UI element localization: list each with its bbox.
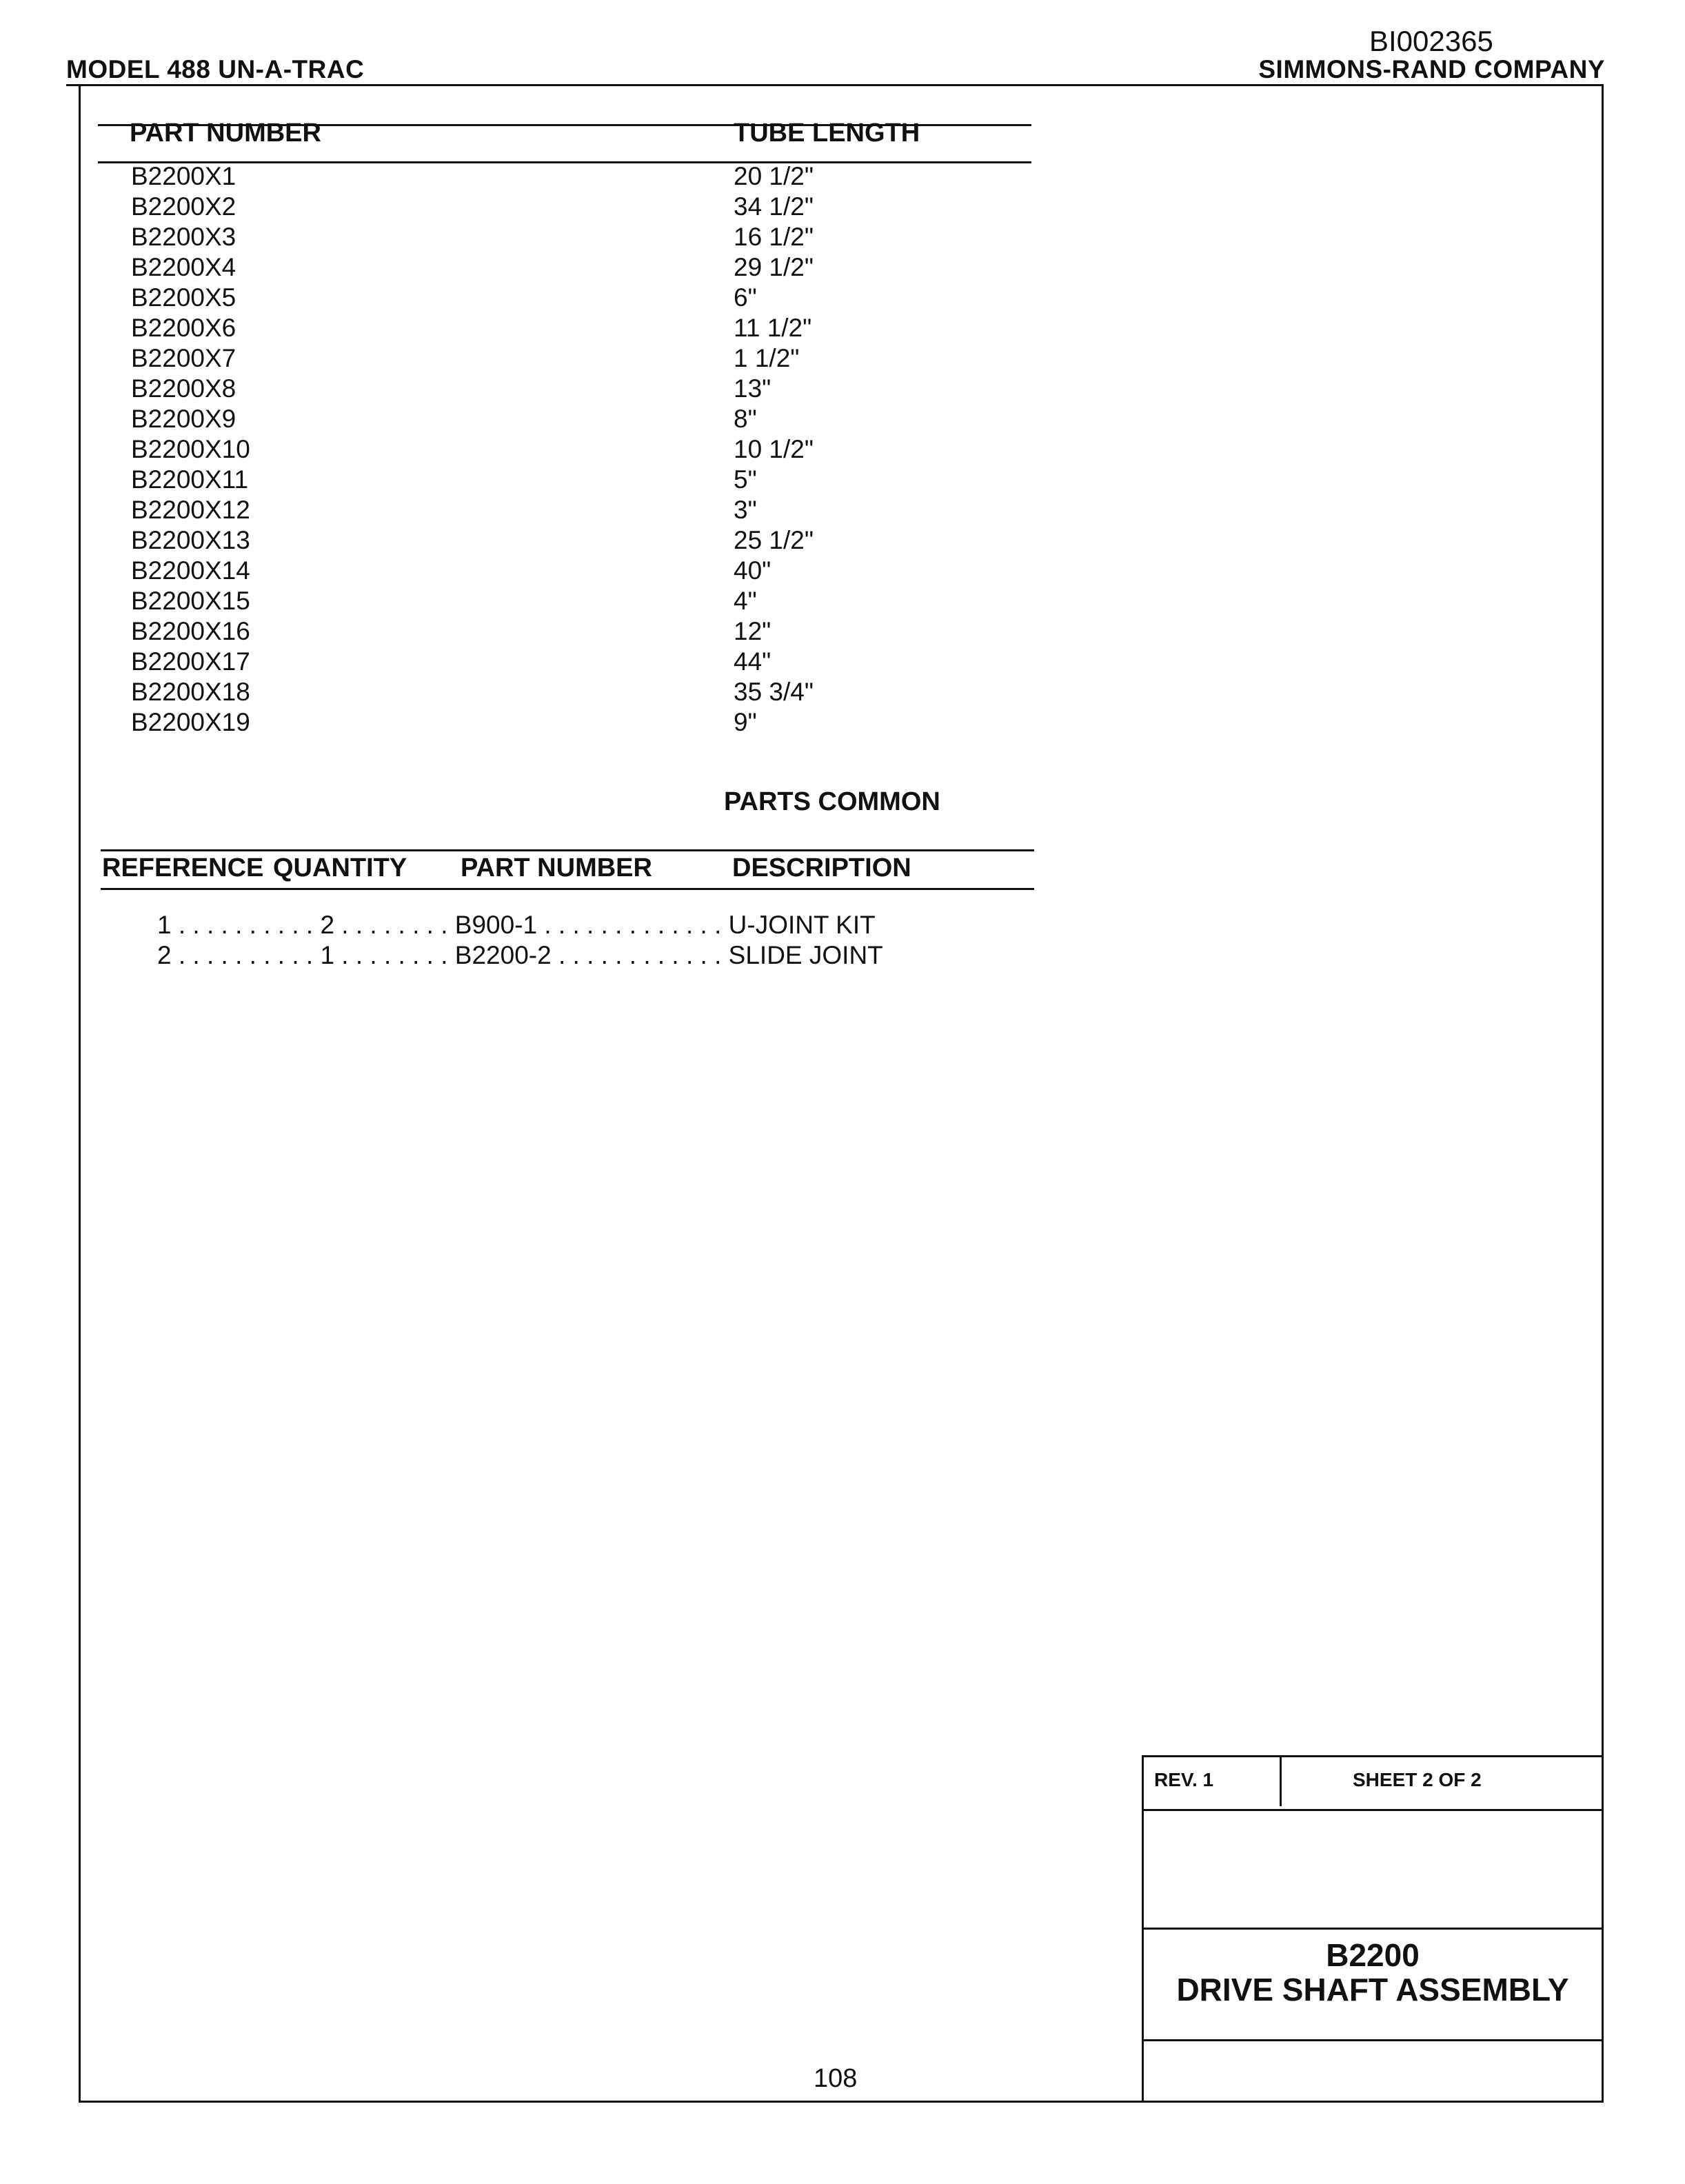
tube-part-cell: B2200X7 [131, 344, 236, 372]
tube-length-cell: 35 3/4" [734, 678, 814, 706]
tube-part-cell: B2200X2 [131, 192, 236, 221]
title-block-rule-2 [1142, 1928, 1604, 1930]
tube-part-cell: B2200X14 [131, 556, 250, 585]
page-number: 108 [814, 2064, 858, 2093]
tube-part-cell: B2200X4 [131, 253, 236, 281]
col-quantity-header: QUANTITY [273, 853, 407, 882]
tube-length-cell: 20 1/2" [734, 162, 814, 190]
parts-common-row: 2 . . . . . . . . . . 1 . . . . . . . . B2200-2 . . . . . . . . . . . . SLIDE JOINT [157, 941, 883, 969]
tube-length-cell: 34 1/2" [734, 192, 814, 221]
col-reference-header: REFERENCE [102, 853, 264, 882]
tube-length-cell: 9" [734, 708, 757, 736]
assembly-part-number: B2200 [1326, 1937, 1420, 1973]
tube-length-cell: 10 1/2" [734, 435, 814, 463]
col-part-number-header: PART NUMBER [461, 853, 652, 882]
tube-part-cell: B2200X15 [131, 587, 250, 615]
title-block-rule-3 [1142, 2039, 1604, 2041]
tube-part-cell: B2200X9 [131, 405, 236, 433]
tube-length-cell: 12" [734, 617, 771, 645]
tube-length-cell: 40" [734, 556, 771, 585]
tube-part-cell: B2200X1 [131, 162, 236, 190]
tube-length-cell: 25 1/2" [734, 526, 814, 554]
tube-length-cell: 44" [734, 647, 771, 676]
tube-length-cell: 29 1/2" [734, 253, 814, 281]
parts-common-row: 1 . . . . . . . . . . 2 . . . . . . . . B900-1 . . . . . . . . . . . . . U-JOINT KIT [157, 911, 876, 939]
tube-length-cell: 1 1/2" [734, 344, 800, 372]
tube-part-cell: B2200X3 [131, 223, 236, 251]
tube-part-cell: B2200X11 [131, 465, 249, 494]
tube-length-cell: 5" [734, 465, 757, 494]
tube-length-cell: 6" [734, 283, 757, 312]
company-name: SIMMONS-RAND COMPANY [1258, 55, 1605, 83]
parts-common-header-rule [101, 888, 1034, 890]
title-block-rev-divider [1280, 1755, 1282, 1806]
tube-length-cell: 3" [734, 496, 757, 524]
title-block-rule-1 [1142, 1809, 1604, 1811]
tube-part-cell: B2200X13 [131, 526, 250, 554]
tube-part-cell: B2200X8 [131, 374, 236, 403]
col-description-header: DESCRIPTION [732, 853, 911, 882]
parts-common-title: PARTS COMMON [724, 787, 940, 816]
document-id: BI002365 [1369, 25, 1493, 57]
revision-label: REV. 1 [1154, 1769, 1214, 1790]
tube-part-cell: B2200X18 [131, 678, 250, 706]
tube-length-cell: 16 1/2" [734, 223, 814, 251]
tube-length-cell: 4" [734, 587, 757, 615]
model-name: MODEL 488 UN-A-TRAC [66, 55, 365, 83]
tube-length-cell: 8" [734, 405, 757, 433]
tube-part-cell: B2200X16 [131, 617, 250, 645]
tube-part-cell: B2200X5 [131, 283, 236, 312]
tube-length-cell: 11 1/2" [734, 314, 812, 342]
tube-part-cell: B2200X12 [131, 496, 250, 524]
assembly-title: DRIVE SHAFT ASSEMBLY [1176, 1972, 1569, 2008]
tube-part-list [131, 161, 250, 738]
tube-part-cell: B2200X19 [131, 708, 250, 736]
tube-col-part-header: PART NUMBER [130, 119, 321, 148]
tube-length-list [734, 161, 814, 738]
tube-col-length-header: TUBE LENGTH [734, 119, 920, 148]
tube-part-cell: B2200X17 [131, 647, 250, 676]
tube-length-cell: 13" [734, 374, 771, 403]
tube-part-cell: B2200X6 [131, 314, 236, 342]
sheet-label: SHEET 2 OF 2 [1353, 1769, 1482, 1790]
parts-common-top-rule [101, 849, 1034, 851]
tube-part-cell: B2200X10 [131, 435, 250, 463]
